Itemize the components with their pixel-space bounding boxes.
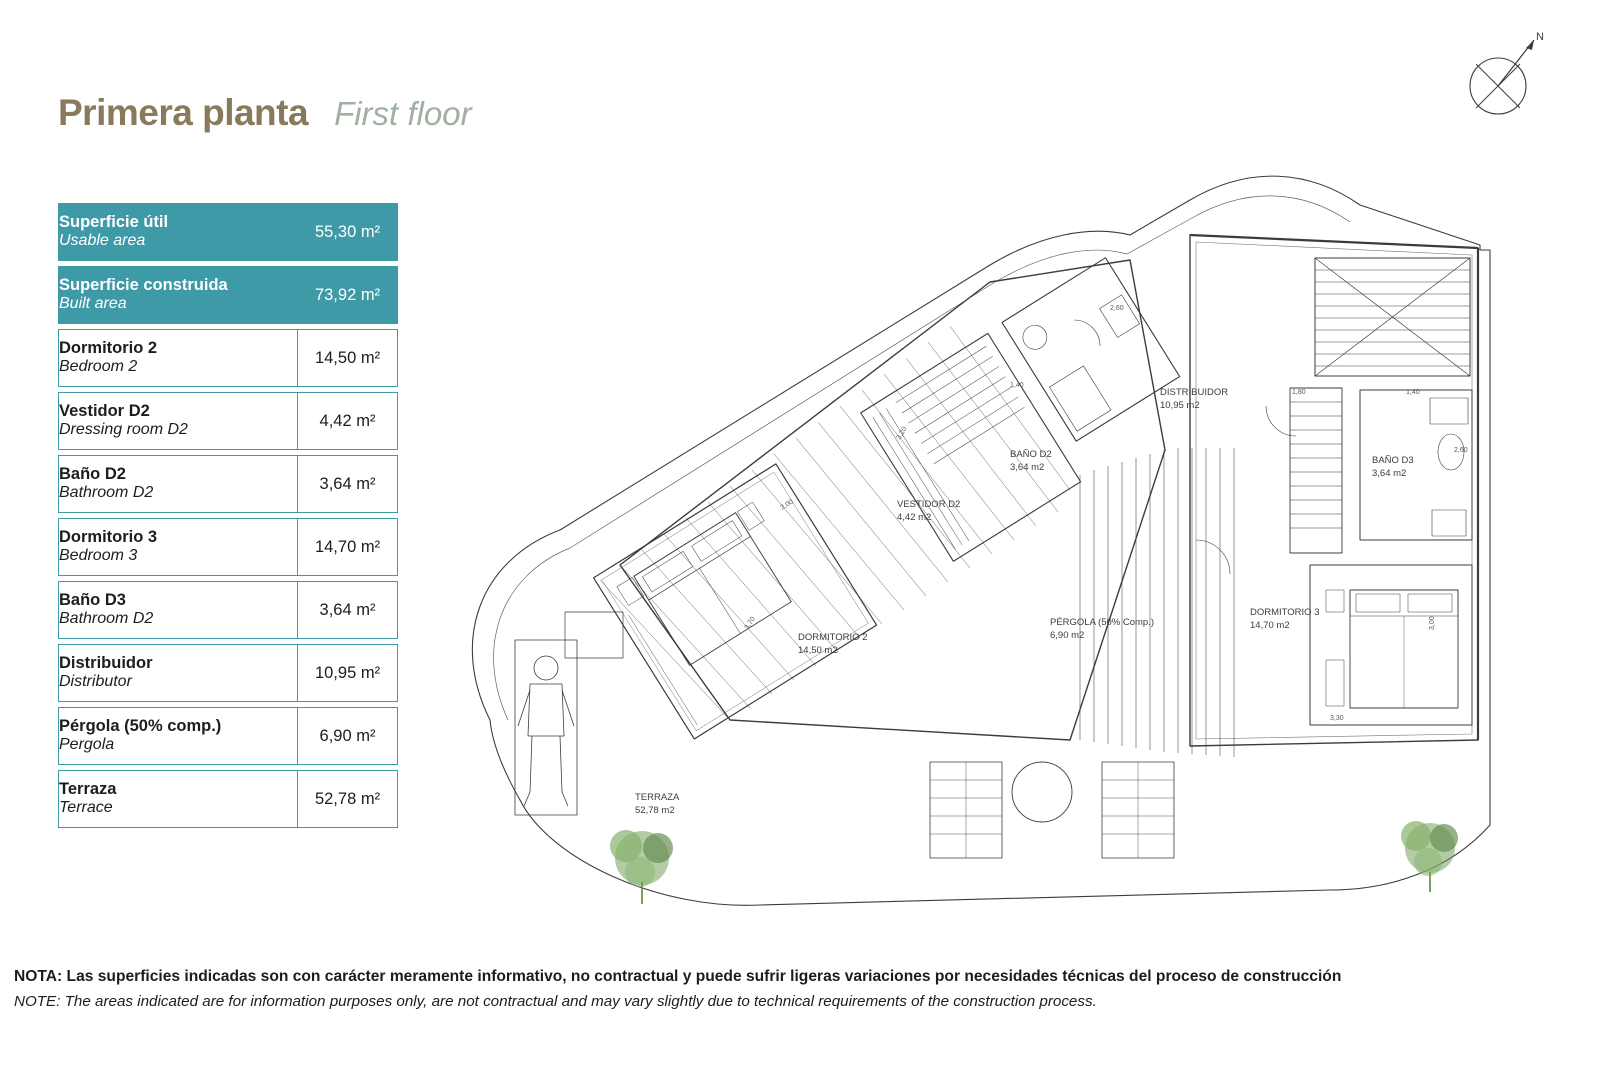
dim-1: 1,40 xyxy=(1010,382,1024,389)
stairs-flight xyxy=(1290,388,1342,553)
table-row xyxy=(58,455,398,513)
page-title-en: First floor xyxy=(334,95,472,132)
bano-d2-room xyxy=(1002,258,1180,441)
table-row xyxy=(58,329,398,387)
table-cell-value: 55,30 m² xyxy=(298,203,398,261)
table-row xyxy=(58,392,398,450)
table-cell-label xyxy=(58,392,298,450)
tree-right xyxy=(1401,821,1458,892)
dim-5: 3,20 xyxy=(895,425,909,441)
stairs-distribuidor xyxy=(1315,258,1470,376)
label-distribuidor-area: 10,95 m2 xyxy=(1160,400,1200,411)
dim-0: 2,60 xyxy=(1110,305,1124,312)
table-cell-value: 73,92 m² xyxy=(298,266,398,324)
dim-6: 3,70 xyxy=(743,615,757,632)
tree-left xyxy=(610,830,673,904)
footer-note-en: NOTE: The areas indicated are for information purposes only, are not contractual and may vary slightly due to technical requirements of the construction process. xyxy=(14,993,1097,1011)
label-vestidor-name: VESTIDOR D2 xyxy=(897,499,961,510)
row-label-es: Baño D2 xyxy=(59,464,126,483)
row-label-es: Superficie construida xyxy=(59,275,228,294)
outdoor-furniture xyxy=(930,762,1174,858)
table-cell-label xyxy=(58,203,298,261)
table-cell-value: 6,90 m² xyxy=(298,707,398,765)
floorplan-drawing xyxy=(430,20,1590,930)
table-row xyxy=(58,644,398,702)
row-label-en: Built area xyxy=(59,295,127,313)
label-dormitorio2-area: 14,50 m2 xyxy=(798,645,838,656)
table-cell-value: 10,95 m² xyxy=(298,644,398,702)
areas-table-body xyxy=(58,203,398,828)
table-cell-value: 14,70 m² xyxy=(298,518,398,576)
label-vestidor-area: 4,42 m2 xyxy=(897,512,932,523)
row-label-es: Dormitorio 2 xyxy=(59,338,158,357)
label-terraza-area: 52,78 m2 xyxy=(635,805,675,816)
terrace-paving xyxy=(600,326,1070,720)
footer-note xyxy=(14,965,1610,1014)
label-bano-d3-name: BAÑO D3 xyxy=(1372,455,1414,466)
terrace-outline xyxy=(472,176,1490,905)
row-label-es: Baño D3 xyxy=(59,590,126,609)
label-pergola-area: 6,90 m2 xyxy=(1050,630,1085,641)
sun-lounger xyxy=(515,612,623,815)
page-title-es: Primera planta xyxy=(58,92,309,133)
dim-7: 3,00 xyxy=(779,498,795,512)
table-cell-value: 52,78 m² xyxy=(298,770,398,828)
table-cell-label xyxy=(58,455,298,513)
row-label-es: Distribuidor xyxy=(59,653,153,672)
table-cell-label xyxy=(58,329,298,387)
table-cell-value: 4,42 m² xyxy=(298,392,398,450)
row-label-en: Usable area xyxy=(59,232,146,250)
table-cell-value: 14,50 m² xyxy=(298,329,398,387)
label-dormitorio3-area: 14,70 m2 xyxy=(1250,620,1290,631)
row-label-en: Terrace xyxy=(59,799,113,817)
label-bano-d2-name: BAÑO D2 xyxy=(1010,449,1052,460)
table-cell-label xyxy=(58,770,298,828)
label-dormitorio2-name: DORMITORIO 2 xyxy=(798,632,868,643)
table-cell-label xyxy=(58,644,298,702)
page-title xyxy=(58,92,472,134)
row-label-es: Superficie útil xyxy=(59,212,169,231)
bedroom3-room xyxy=(1310,565,1472,725)
table-row xyxy=(58,518,398,576)
row-label-es: Vestidor D2 xyxy=(59,401,150,420)
table-cell-label xyxy=(58,581,298,639)
right-wing-walls xyxy=(1190,235,1478,746)
left-wing-walls xyxy=(620,260,1165,740)
row-label-es: Terraza xyxy=(59,779,117,798)
label-bano-d2-area: 3,64 m2 xyxy=(1010,462,1045,473)
table-row xyxy=(58,203,398,261)
table-row xyxy=(58,770,398,828)
pergola-slats xyxy=(1080,448,1234,757)
round-table xyxy=(1012,762,1072,822)
row-label-en: Distributor xyxy=(59,673,132,691)
row-label-es: Dormitorio 3 xyxy=(59,527,158,546)
label-dormitorio3-name: DORMITORIO 3 xyxy=(1250,607,1320,618)
label-distribuidor-name: DISTRIBUIDOR xyxy=(1160,387,1229,398)
compass-north-label: N xyxy=(1536,31,1544,43)
row-label-en: Bedroom 2 xyxy=(59,358,138,376)
dim-3: 1,40 xyxy=(1406,389,1420,396)
footer-note-es: NOTA: Las superficies indicadas son con carácter meramente informativo, no contractual y puede sufrir ligeras variaciones por necesidades técnicas del proceso de construcción xyxy=(14,968,1342,985)
dim-4: 2,60 xyxy=(1454,447,1468,454)
table-cell-label xyxy=(58,707,298,765)
row-label-en: Bathroom D2 xyxy=(59,610,154,628)
label-terraza-name: TERRAZA xyxy=(635,792,680,803)
table-cell-label xyxy=(58,518,298,576)
label-bano-d3-area: 3,64 m2 xyxy=(1372,468,1407,479)
table-cell-label xyxy=(58,266,298,324)
person-figure xyxy=(518,656,574,806)
table-cell-value: 3,64 m² xyxy=(298,455,398,513)
row-label-en: Bathroom D2 xyxy=(59,484,154,502)
row-label-es: Pérgola (50% comp.) xyxy=(59,716,222,735)
row-label-en: Pergola xyxy=(59,736,115,754)
dim-9: 3,30 xyxy=(1330,715,1344,722)
table-row xyxy=(58,581,398,639)
row-label-en: Dressing room D2 xyxy=(59,421,188,439)
table-row xyxy=(58,266,398,324)
areas-table xyxy=(58,198,398,833)
row-label-en: Bedroom 3 xyxy=(59,547,138,565)
table-cell-value: 3,64 m² xyxy=(298,581,398,639)
label-pergola-name: PÉRGOLA (50% Comp.) xyxy=(1050,617,1155,628)
dim-2: 1,80 xyxy=(1292,389,1306,396)
bedroom2-room xyxy=(594,464,877,739)
table-row xyxy=(58,707,398,765)
dim-8: 3,00 xyxy=(1429,616,1436,630)
